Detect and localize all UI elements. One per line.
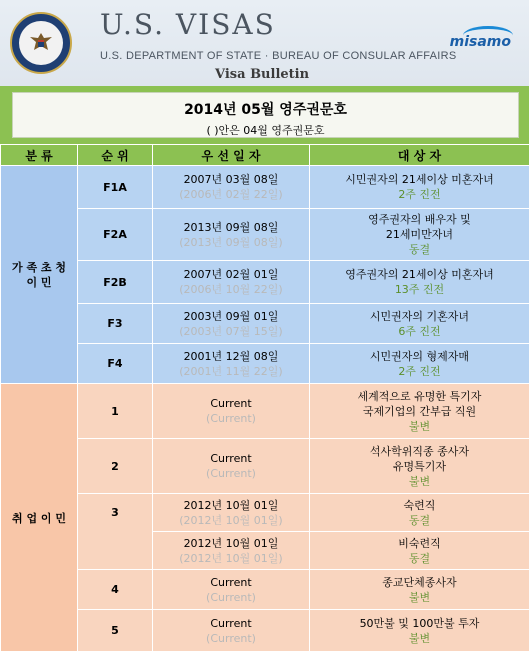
column-header-category: 분 류 bbox=[1, 145, 78, 166]
table-row bbox=[1, 439, 529, 494]
date-cell: Current (Current) bbox=[153, 610, 310, 652]
date-cell: 2001년 12월 08일 (2001년 11월 22일) bbox=[153, 344, 310, 384]
date-cell: Current (Current) bbox=[153, 439, 310, 494]
date-cell: 2007년 02월 01일 (2006년 10월 22일) bbox=[153, 261, 310, 304]
table-row bbox=[1, 304, 529, 344]
target-cell: 영주권자의 배우자 및 21세미만자녀 동결 bbox=[310, 209, 529, 261]
family-category-cell: 가 족 초 청 이 민 bbox=[1, 166, 78, 384]
rank-cell: F4 bbox=[78, 344, 153, 384]
rank-cell: 5 bbox=[78, 610, 153, 652]
rank-cell: F3 bbox=[78, 304, 153, 344]
us-department-of-state-seal-icon bbox=[10, 12, 72, 74]
table-row bbox=[1, 570, 529, 610]
table-row bbox=[1, 166, 529, 209]
date-cell: Current (Current) bbox=[153, 570, 310, 610]
table-row bbox=[1, 261, 529, 304]
date-cell: 2012년 10월 01일 (2012년 10월 01일) bbox=[153, 532, 310, 570]
date-cell: 2013년 09월 08일 (2013년 09월 08일) bbox=[153, 209, 310, 261]
rank-cell: 3 bbox=[78, 494, 153, 570]
table-row bbox=[1, 494, 529, 532]
bulletin-subtitle: ( )안은 04월 영주권문호 bbox=[13, 122, 518, 138]
rank-cell: 4 bbox=[78, 570, 153, 610]
site-header bbox=[0, 0, 529, 87]
column-header-rank: 순 위 bbox=[78, 145, 153, 166]
column-header-target: 대 상 자 bbox=[310, 145, 529, 166]
table-row bbox=[1, 209, 529, 261]
site-subtitle: U.S. DEPARTMENT OF STATE · BUREAU OF CONSULAR AFFAIRS bbox=[100, 50, 457, 62]
column-header-priority-date: 우 선 일 자 bbox=[153, 145, 310, 166]
target-cell: 시민권자의 21세이상 미혼자녀 2주 진전 bbox=[310, 166, 529, 209]
date-cell: 2007년 03월 08일 (2006년 02월 22일) bbox=[153, 166, 310, 209]
target-cell: 세계적으로 유명한 특기자 국제기업의 간부급 직원 불변 bbox=[310, 384, 529, 439]
table-header-row bbox=[1, 145, 529, 166]
date-cell: Current (Current) bbox=[153, 384, 310, 439]
target-cell: 숙련직 동결 bbox=[310, 494, 529, 532]
target-cell: 종교단체종사자 불변 bbox=[310, 570, 529, 610]
target-cell: 비숙련직 동결 bbox=[310, 532, 529, 570]
title-band bbox=[0, 86, 529, 145]
misamo-logo: misamo bbox=[450, 34, 511, 50]
rank-cell: 1 bbox=[78, 384, 153, 439]
table-row bbox=[1, 384, 529, 439]
priority-date-table bbox=[0, 144, 529, 652]
target-cell: 시민권자의 기혼자녀 6주 진전 bbox=[310, 304, 529, 344]
table-row bbox=[1, 344, 529, 384]
target-cell: 영주권자의 21세이상 미혼자녀 13주 진전 bbox=[310, 261, 529, 304]
visa-bulletin-label: Visa Bulletin bbox=[215, 67, 309, 82]
rank-cell: F1A bbox=[78, 166, 153, 209]
date-cell: 2012년 10월 01일 (2012년 10월 01일) bbox=[153, 494, 310, 532]
rank-cell: 2 bbox=[78, 439, 153, 494]
employment-category-cell: 취 업 이 민 bbox=[1, 384, 78, 652]
target-cell: 석사학위직종 종사자 유명특기자 불변 bbox=[310, 439, 529, 494]
rank-cell: F2B bbox=[78, 261, 153, 304]
rank-cell: F2A bbox=[78, 209, 153, 261]
eagle-icon bbox=[26, 28, 56, 58]
bulletin-title: 2014년 05월 영주권문호 bbox=[13, 99, 518, 119]
target-cell: 시민권자의 형제자매 2주 진전 bbox=[310, 344, 529, 384]
target-cell: 50만불 및 100만불 투자 불변 bbox=[310, 610, 529, 652]
table-row bbox=[1, 610, 529, 652]
date-cell: 2003년 09월 01일 (2003년 07월 15일) bbox=[153, 304, 310, 344]
site-title: U.S. VISAS bbox=[100, 8, 276, 41]
